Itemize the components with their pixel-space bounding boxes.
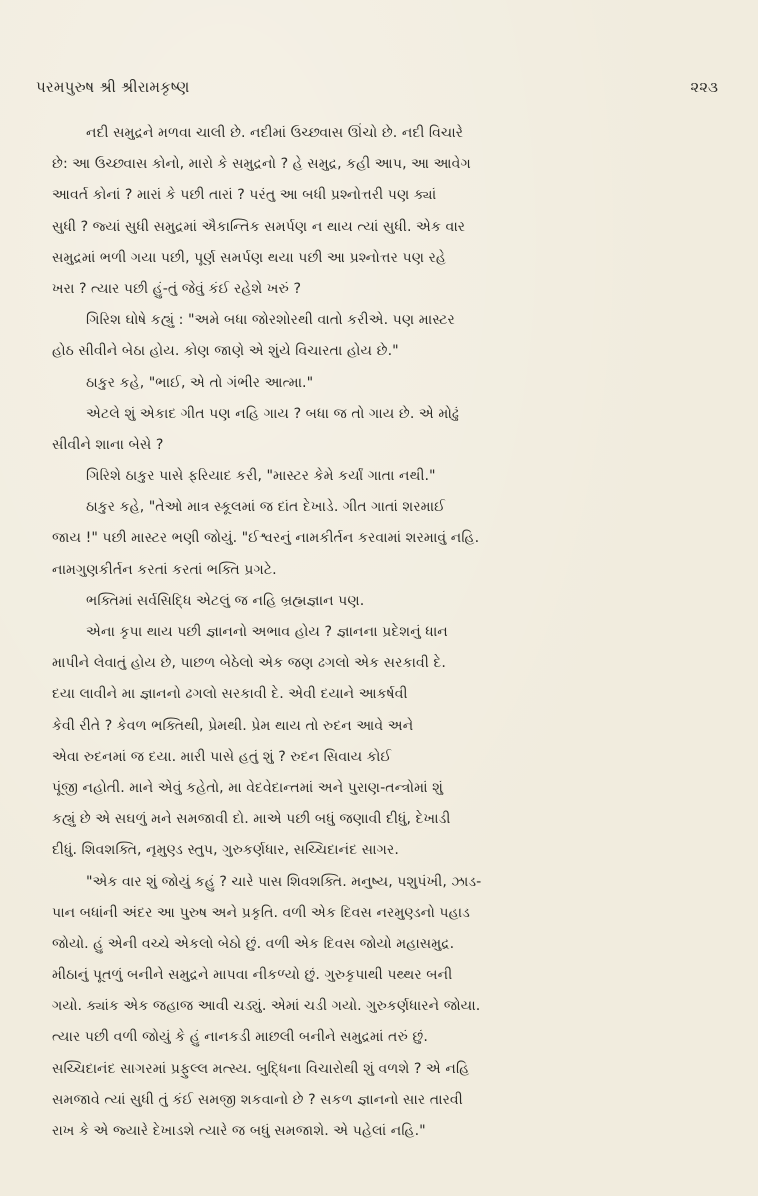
text-line: રાખ કે એ જ્યારે દેખાડશે ત્યારે જ બધું સમજાશે. એ પહેલાં નહિ.": [52, 1123, 426, 1139]
page-header: [36, 78, 718, 104]
text-line: આવર્ત કોનાં ? મારાં કે પછી તારાં ? પરંતુ આ બધી પ્રશ્નોત્તરી પણ ક્યાં: [52, 187, 437, 204]
page-number: ૨૨૩: [690, 78, 718, 96]
text-line: ઠાકુર કહે, "ભાઈ, એ તો ગંભીર આત્મા.": [86, 374, 314, 391]
page-body: [52, 118, 716, 1147]
text-line: છે: આ ઉચ્છ્વાસ કોનો, મારો કે સમુદ્રનો ? હે સમુદ્ર, કહી આપ, આ આવેગ: [52, 156, 471, 173]
text-line: પૂંજી નહોતી. માને એવું કહેતો, મા વેદવેદાન્તમાં અને પુરાણ-તન્ત્રોમાં શું: [52, 779, 444, 796]
text-line: કેવી રીતે ? કેવળ ભક્તિથી, પ્રેમથી. પ્રેમ થાય તો રુદન આવે અને: [52, 717, 414, 734]
text-line: માપીને લેવાતું હોય છે, પાછળ બેઠેલો એક જણ ઢગલો એક સરકાવી દે.: [52, 655, 446, 672]
text-line: નદી સમુદ્રને મળવા ચાલી છે. નદીમાં ઉચ્છ્વાસ ઊંચો છે. નદી વિચારે: [86, 125, 464, 141]
running-head: પરમપુરુષ શ્રી શ્રીરામકૃષ્ણ: [36, 78, 190, 96]
text-line: મીઠાનું પૂતળું બનીને સમુદ્રને માપવા નીકળ્યો છું. ગુરુકૃપાથી પથ્થર બની: [52, 967, 453, 984]
text-line: એવા રુદનમાં જ દયા. મારી પાસે હતું શું ? રુદન સિવાય કોઈ: [52, 748, 392, 765]
text-line: ત્યાર પછી વળી જોયું કે હું નાનકડી માછલી બનીને સમુદ્રમાં તરું છું.: [52, 1029, 428, 1046]
text-line: ગયો. ક્યાંક એક જહાજ આવી ચડ્યું. એમાં ચડી ગયો. ગુરુકર્ણધારને જોયા.: [52, 998, 481, 1015]
text-line: "એક વાર શું જોયું કહું ? ચારે પાસ શિવશક્તિ. મનુષ્ય, પશુપંખી, ઝાડ-: [86, 873, 482, 890]
text-line: ઠાકુર કહે, "તેઓ માત્ર સ્કૂલમાં જ દાંત દેખાડે. ગીત ગાતાં શરમાઈ: [86, 499, 446, 516]
text-line: ગિરિશે ઠાકુર પાસે ફરિયાદ કરી, "માસ્ટર કેમે કર્યાં ગાતા નથી.": [86, 468, 436, 485]
text-line: એટલે શું એકાદ ગીત પણ નહિ ગાય ? બધા જ તો ગાય છે. એ મોઢું: [86, 405, 459, 422]
text-line: સચ્ચિદાનંદ સાગરમાં પ્રફુલ્લ મત્સ્ય. બુદ્ધિના વિચારોથી શું વળશે ? એ નહિ: [52, 1060, 470, 1077]
text-line: સુધી ? જ્યાં સુધી સમુદ્રમાં ઐકાન્તિક સમર્પણ ન થાય ત્યાં સુધી. એક વાર: [52, 218, 466, 235]
text-line: ગિરિશ ઘોષે કહ્યું : "અમે બધા જોરશોરથી વાતો કરીએ. પણ માસ્ટર: [86, 312, 455, 329]
text-line: પાન બધાંની અંદર આ પુરુષ અને પ્રકૃતિ. વળી એક દિવસ નરમુણ્ડનો પહાડ: [52, 904, 470, 921]
text-line: કહ્યું છે એ સઘળું મને સમજાવી દો. માએ પછી બધું જણાવી દીધું, દેખાડી: [52, 811, 451, 828]
text-line: સમુદ્રમાં ભળી ગયા પછી, પૂર્ણ સમર્પણ થયા પછી આ પ્રશ્નોત્તર પણ રહે: [52, 249, 446, 266]
text-line: સીવીને શાના બેસે ?: [52, 436, 164, 453]
text-line: જાય !" પછી માસ્ટર ભણી જોયું. "ઈશ્વરનું નામકીર્તન કરવામાં શરમાવું નહિ.: [52, 530, 480, 547]
text-line: જોયો. હું એની વચ્ચે એકલો બેઠો છું. વળી એક દિવસ જોયો મહાસમુદ્ર.: [52, 935, 455, 952]
text-line: ભક્તિમાં સર્વસિદ્ધિ એટલું જ નહિ બ્રહ્મજ્ઞાન પણ.: [86, 592, 365, 609]
text-line: એના કૃપા થાય પછી જ્ઞાનનો અભાવ હોય ? જ્ઞાનના પ્રદેશનું ધાન: [86, 624, 448, 640]
text-line: દીધું. શિવશક્તિ, નૃમુણ્ડ સ્તુપ, ગુરુકર્ણધાર, સચ્ચિદાનંદ સાગર.: [52, 842, 399, 859]
text-line: સમજાવે ત્યાં સુધી તું કંઈ સમજી શકવાનો છે ? સકળ જ્ઞાનનો સાર તારવી: [52, 1091, 463, 1108]
text-line: નામગુણકીર્તન કરતાં કરતાં ભક્તિ પ્રગટે.: [52, 561, 277, 578]
text-line: દયા લાવીને મા જ્ઞાનનો ઢગલો સરકાવી દે. એવી દયાને આકર્ષવી: [52, 686, 408, 703]
text-line: હોઠ સીવીને બેઠા હોય. કોણ જાણે એ શુંયે વિચારતા હોય છે.": [52, 343, 399, 360]
text-line: ખરા ? ત્યાર પછી હું-તું જેવું કંઈ રહેશે ખરું ?: [52, 280, 301, 297]
